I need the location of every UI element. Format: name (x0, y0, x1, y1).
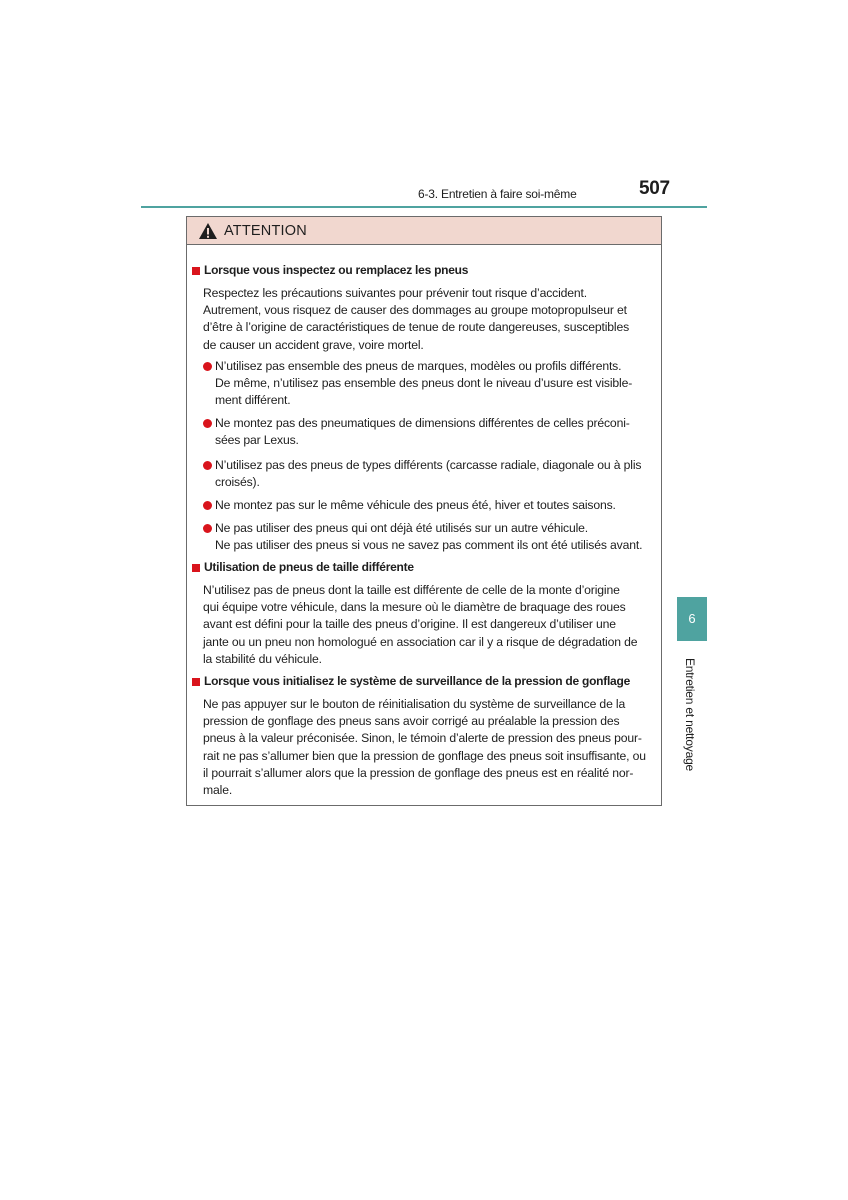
red-bullet-icon (203, 419, 212, 428)
paragraph-line: jante ou un pneu non homologué en association car il y a risque de dégradation de (203, 634, 638, 649)
chapter-title: Entretien et nettoyage (683, 658, 697, 772)
bullet-line: ment différent. (215, 393, 291, 408)
section-heading-text: Utilisation de pneus de taille différente (204, 560, 414, 574)
paragraph-line: de causer un accident grave, voire mortel. (203, 337, 424, 352)
paragraph-line: d’être à l’origine de caractéristiques de tenue de route dangereuses, susceptibles (203, 320, 630, 335)
paragraph-line: pneus à la valeur préconisée. Sinon, le témoin d’alerte de pression des pneus pour- (203, 731, 642, 746)
chapter-number: 6 (688, 611, 696, 626)
bullet-text (215, 457, 641, 491)
caution-title: ATTENTION (224, 222, 307, 239)
section-paragraph (203, 696, 655, 799)
paragraph-line: la stabilité du véhicule. (203, 651, 322, 666)
header-section-title: 6-3. Entretien à faire soi-même (418, 187, 577, 201)
paragraph-line: rait ne pas s’allumer bien que la pression de gonflage des pneus soit insuffisante, ou (203, 748, 646, 763)
chapter-tab (677, 597, 707, 641)
header-rule (141, 206, 707, 208)
red-bullet-icon (203, 362, 212, 371)
bullet-text (215, 415, 630, 449)
bullet-line: De même, n’utilisez pas ensemble des pneus dont le niveau d’usure est visible- (215, 376, 633, 391)
paragraph-line: pression de gonflage des pneus sans avoir corrigé au préalable la pression des (203, 714, 620, 729)
paragraph-line: avant est défini pour la taille des pneus d’origine. Il est dangereux d’utiliser une (203, 617, 616, 632)
bullet-item (203, 457, 655, 491)
section-heading (192, 559, 414, 576)
red-square-marker-icon (192, 564, 200, 572)
caution-header (187, 217, 661, 245)
red-bullet-icon (203, 501, 212, 510)
paragraph-line: Autrement, vous risquez de causer des dommages au groupe motopropulseur et (203, 303, 627, 318)
page-number: 507 (639, 178, 670, 199)
section-heading (192, 262, 468, 279)
paragraph-line: Respectez les précautions suivantes pour prévenir tout risque d’accident. (203, 286, 588, 300)
bullet-item (203, 520, 655, 554)
paragraph-line: male. (203, 783, 233, 798)
red-square-marker-icon (192, 678, 200, 686)
bullet-item (203, 358, 655, 410)
paragraph-line: N’utilisez pas de pneus dont la taille est différente de celle de la monte d’origine (203, 583, 620, 597)
bullet-item (203, 415, 655, 449)
bullet-line: Ne pas utiliser des pneus qui ont déjà été utilisés sur un autre véhicule. (215, 521, 589, 535)
bullet-line: N’utilisez pas ensemble des pneus de marques, modèles ou profils différents. (215, 359, 622, 373)
paragraph-line: Ne pas appuyer sur le bouton de réinitialisation du système de surveillance de la (203, 697, 626, 711)
bullet-line: N’utilisez pas des pneus de types différents (carcasse radiale, diagonale ou à plis (215, 458, 642, 472)
paragraph-line: qui équipe votre véhicule, dans la mesure où le diamètre de braquage des roues (203, 600, 626, 615)
bullet-text (215, 358, 632, 410)
bullet-line: Ne montez pas sur le même véhicule des pneus été, hiver et toutes saisons. (215, 498, 616, 512)
warning-triangle-icon (198, 222, 218, 240)
bullet-text (215, 497, 616, 514)
bullet-text (215, 520, 642, 554)
section-heading (192, 673, 630, 690)
bullet-line: Ne pas utiliser des pneus si vous ne savez pas comment ils ont été utilisés avant. (215, 538, 643, 553)
paragraph-line: il pourrait s’allumer alors que la pression de gonflage des pneus est en réalité nor- (203, 765, 634, 780)
red-bullet-icon (203, 524, 212, 533)
bullet-line: Ne montez pas des pneumatiques de dimensions différentes de celles préconi- (215, 416, 630, 430)
bullet-line: croisés). (215, 475, 260, 490)
section-heading-text: Lorsque vous inspectez ou remplacez les pneus (204, 263, 469, 277)
section-paragraph (203, 582, 655, 668)
section-paragraph (203, 285, 655, 354)
section-heading-text: Lorsque vous initialisez le système de surveillance de la pression de gonflage (204, 674, 630, 688)
bullet-line: sées par Lexus. (215, 433, 299, 448)
bullet-item (203, 497, 655, 514)
caution-box (186, 216, 662, 806)
red-bullet-icon (203, 461, 212, 470)
red-square-marker-icon (192, 267, 200, 275)
